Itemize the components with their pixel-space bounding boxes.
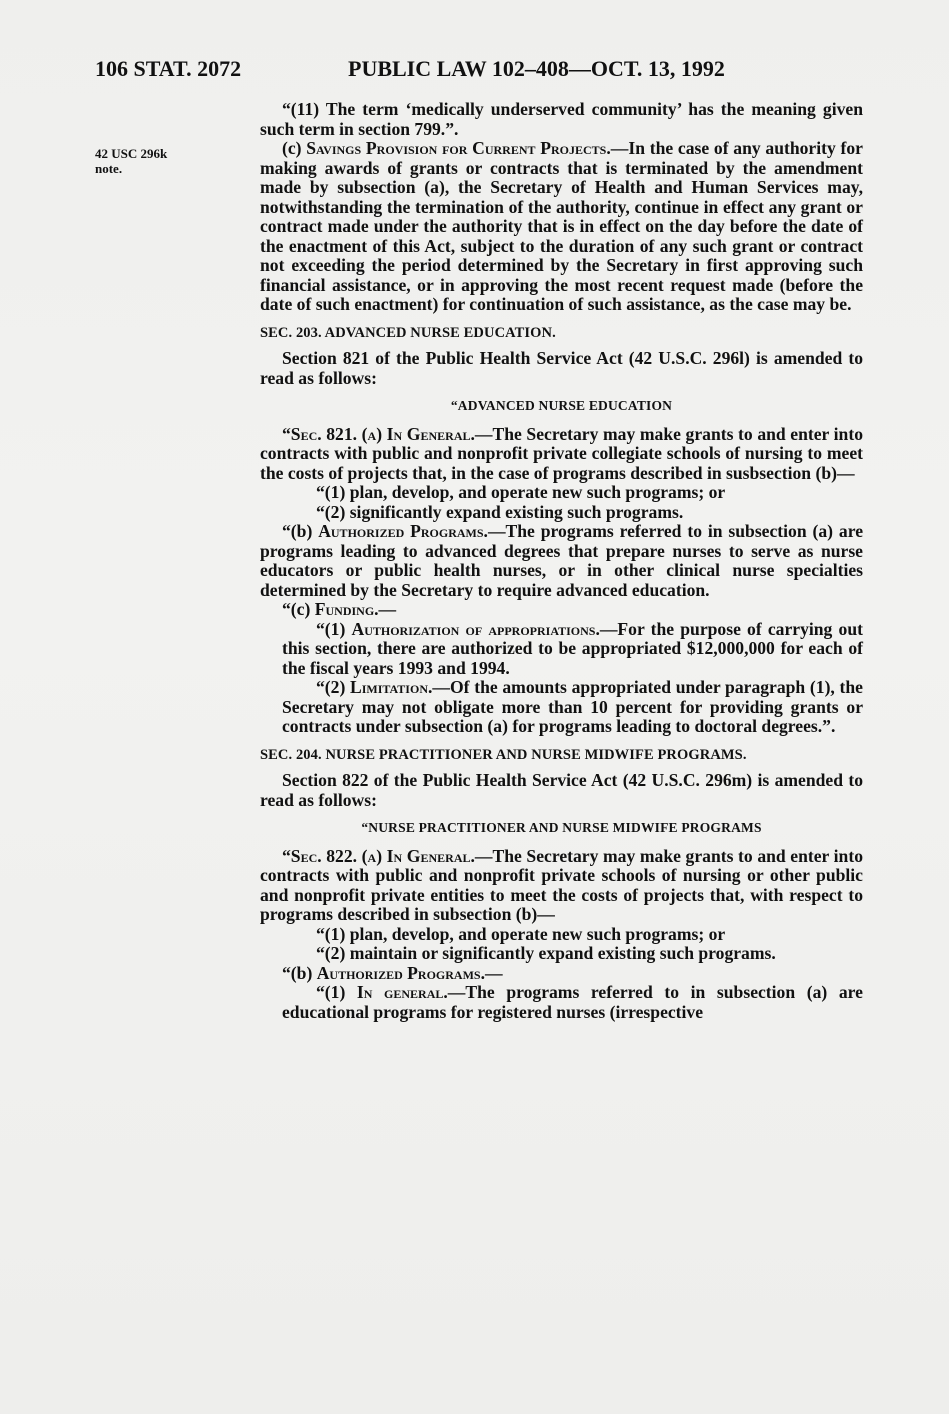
- section-821-subsection-c: [260, 600, 863, 620]
- section-821-b-text: .—The programs referred to in subsection (a) are programs leading to advanced degrees that prepare nurses to serve as nurse educators or public health nurses, or in other clinical nurse specialties determined by the Secretary to require advanced education.: [260, 521, 863, 600]
- section-822-lead: “Sec. 822. (a): [282, 845, 387, 866]
- section-821-c-paragraph-2: [260, 678, 863, 737]
- margin-note-citation: 42 USC 296k: [95, 146, 168, 161]
- margin-note: [95, 146, 205, 176]
- section-821-a-heading: In General: [386, 423, 471, 444]
- section-203-intro: Section 821 of the Public Health Service Act (42 U.S.C. 296l) is amended to read as follows:: [260, 348, 863, 388]
- section-822-a-heading: In General: [386, 845, 471, 866]
- section-821-c1-text: .—For the purpose of carrying out this section, there are authorized to be appropriated $12,000,000 for each of the fiscal years 1993 and 1994.: [282, 618, 863, 678]
- savings-provision-heading: Savings Provision for Current Projects: [306, 138, 607, 158]
- section-822-b1-lead: “(1): [316, 982, 357, 1002]
- section-821-a-text: .—The Secretary may make grants to and enter into contracts with public and nonprofit private collegiate schools of nursing to meet the costs of projects that, in the case of programs described in susbsection (b)—: [260, 423, 863, 483]
- margin-note-label: note.: [95, 161, 123, 176]
- public-law-title: PUBLIC LAW 102–408—OCT. 13, 1992: [348, 56, 725, 81]
- section-821-c-text: .—: [374, 599, 397, 619]
- section-821-c2-lead: “(2): [316, 677, 351, 697]
- section-822-b-heading: Authorized Programs: [316, 962, 481, 983]
- statute-page-number: 106 STAT. 2072: [95, 56, 242, 81]
- section-822-subsection-b: [260, 964, 863, 984]
- section-822-a-text: .—The Secretary may make grants to and enter into contracts with public and nonprofit private schools of nursing or other public and nonprofit private entities to meet the costs of projects that, with respect to programs described in subsection (b)—: [260, 845, 863, 924]
- savings-provision-text: .—In the case of any authority for making awards of grants or contracts that is terminated by the amendment made by subsection (a), the Secretary of Health and Human Services may, notwithstanding the termination of the authority, continue in effect any grant or contract made under the authority that is in effect on the day before the date of the enactment of this Act, subject to the duration of any such grant or contract not exceeding the period determined by the Secretary in first approving such financial assistance, or in approving the most recent request made (before the date of such enactment) for continuation of such assistance, as the case may be.: [260, 138, 863, 314]
- section-822-b1-text: .—The programs referred to in subsection (a) are educational programs for registered nurses (irrespective: [282, 982, 863, 1022]
- section-821-c2-heading: Limitation: [350, 677, 428, 697]
- section-204-heading: SEC. 204. NURSE PRACTITIONER AND NURSE MIDWIFE PROGRAMS.: [260, 746, 747, 763]
- section-822-a-paragraph-1: “(1) plan, develop, and operate new such programs; or: [316, 923, 726, 944]
- page-header: [95, 56, 875, 84]
- section-822-title: “NURSE PRACTITIONER AND NURSE MIDWIFE PROGRAMS: [361, 820, 762, 835]
- section-822-b-paragraph-1: [260, 983, 863, 1022]
- section-822-subsection-a: [260, 847, 863, 925]
- paragraph-savings-provision: [260, 139, 863, 315]
- section-822-b-text: .—: [480, 962, 503, 983]
- section-821-lead: “Sec. 821. (a): [282, 423, 387, 444]
- section-821-c-lead: “(c): [282, 599, 315, 619]
- section-821-c-heading: Funding: [314, 599, 375, 619]
- section-821-c2-text: .—Of the amounts appropriated under paragraph (1), the Secretary may not obligate more than 10 percent for providing grants or contracts under subsection (a) for programs leading to doctoral degrees.”.: [282, 677, 863, 736]
- section-821-a-paragraph-2: “(2) significantly expand existing such programs.: [316, 501, 684, 522]
- section-821-a-paragraph-1: “(1) plan, develop, and operate new such programs; or: [316, 482, 726, 502]
- section-821-c1-heading: Authorization of appropriations: [351, 618, 596, 639]
- section-204-intro: Section 822 of the Public Health Service Act (42 U.S.C. 296m) is amended to read as follows:: [260, 770, 863, 810]
- section-822-b-lead: “(b): [282, 962, 317, 983]
- section-821-subsection-b: [260, 522, 863, 600]
- section-203-heading: SEC. 203. ADVANCED NURSE EDUCATION.: [260, 324, 556, 341]
- section-822-a-paragraph-2: “(2) maintain or significantly expand existing such programs.: [316, 943, 776, 963]
- paragraph-definition-11: “(11) The term ‘medically underserved community’ has the meaning given such term in section 799.”.: [260, 99, 863, 139]
- section-821-b-heading: Authorized Programs: [318, 521, 484, 541]
- savings-provision-lead: (c): [282, 138, 307, 158]
- section-821-b-lead: “(b): [282, 521, 319, 541]
- section-821-subsection-a: [260, 425, 863, 484]
- section-821-c1-lead: “(1): [316, 618, 352, 639]
- document-body: [260, 100, 863, 1022]
- section-821-title: “ADVANCED NURSE EDUCATION: [450, 398, 673, 413]
- section-821-c-paragraph-1: [260, 620, 863, 679]
- section-822-b1-heading: In general: [356, 982, 444, 1002]
